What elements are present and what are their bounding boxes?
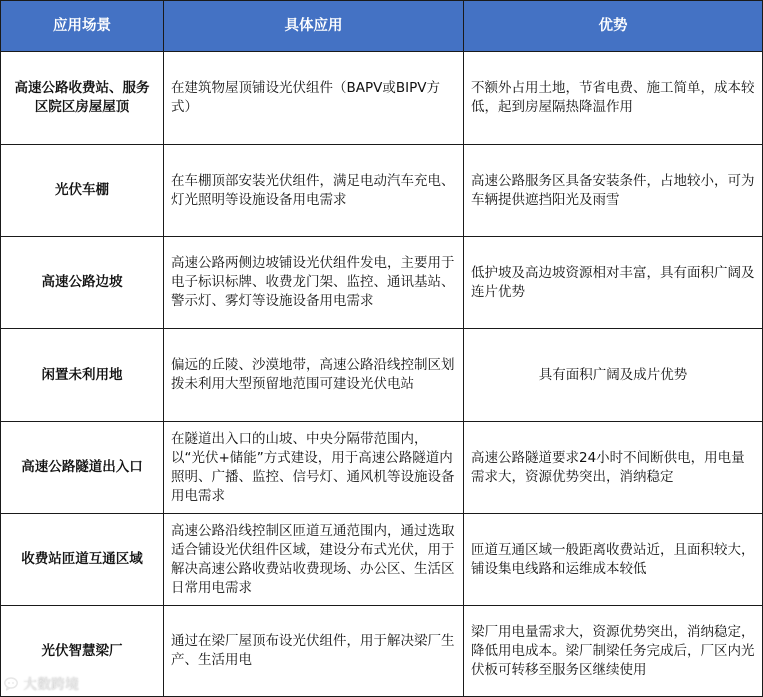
advantage-cell: 具有面积广阔及成片优势 (464, 329, 763, 422)
scene-cell: 高速公路隧道出入口 (1, 422, 164, 514)
application-cell: 在隧道出入口的山坡、中央分隔带范围内，以“光伏+储能”方式建设，用于高速公路隧道内照明、广播、监控、信号灯、通风机等设施设备用电需求 (164, 422, 464, 514)
watermark (4, 674, 79, 694)
scene-cell: 高速公路边坡 (1, 237, 164, 329)
table-row (1, 52, 763, 145)
advantage-cell: 梁厂用电量需求大，资源优势突出，消纳稳定，降低用电成本。梁厂制梁任务完成后，厂区内光伏板可转移至服务区继续使用 (464, 606, 763, 697)
advantage-cell: 低护坡及高边坡资源相对丰富，具有面积广阔及连片优势 (464, 237, 763, 329)
advantage-cell: 高速公路隧道要求24小时不间断供电，用电量需求大，资源优势突出，消纳稳定 (464, 422, 763, 514)
advantage-cell: 匝道互通区域一般距离收费站近，且面积较大，铺设集电线路和运维成本较低 (464, 514, 763, 606)
table-row (1, 145, 763, 237)
application-cell: 在车棚顶部安装光伏组件，满足电动汽车充电、灯光照明等设施设备用电需求 (164, 145, 464, 237)
application-cell: 偏远的丘陵、沙漠地带，高速公路沿线控制区划拨未利用大型预留地范围可建设光伏电站 (164, 329, 464, 422)
header-application: 具体应用 (164, 1, 464, 52)
watermark-text: 大数跨境 (23, 677, 79, 693)
table-row (1, 329, 763, 422)
table-header-row (1, 1, 763, 52)
table-row (1, 422, 763, 514)
table-row (1, 237, 763, 329)
scene-cell: 收费站匝道互通区域 (1, 514, 164, 606)
scene-cell: 光伏智慧梁厂 (1, 606, 164, 697)
application-cell: 通过在梁厂屋顶布设光伏组件，用于解决梁厂生产、生活用电 (164, 606, 464, 697)
wechat-bubble-icon (4, 677, 20, 691)
table-row (1, 606, 763, 697)
application-cell: 在建筑物屋顶铺设光伏组件（BAPV或BIPV方式） (164, 52, 464, 145)
advantage-cell: 不额外占用土地，节省电费、施工简单，成本较低，起到房屋隔热降温作用 (464, 52, 763, 145)
application-cell: 高速公路沿线控制区匝道互通范围内，通过选取适合铺设光伏组件区域，建设分布式光伏，用于解决高速公路收费站收费现场、办公区、生活区日常用电需求 (164, 514, 464, 606)
table-row (1, 514, 763, 606)
scene-cell: 高速公路收费站、服务区院区房屋屋顶 (1, 52, 164, 145)
scene-cell: 光伏车棚 (1, 145, 164, 237)
scene-cell: 闲置未利用地 (1, 329, 164, 422)
header-advantage: 优势 (464, 1, 763, 52)
header-scenario: 应用场景 (1, 1, 164, 52)
application-cell: 高速公路两侧边坡铺设光伏组件发电，主要用于电子标识标牌、收费龙门架、监控、通讯基站、警示灯、雾灯等设施设备用电需求 (164, 237, 464, 329)
advantage-cell: 高速公路服务区具备安装条件，占地较小，可为车辆提供遮挡阳光及雨雪 (464, 145, 763, 237)
